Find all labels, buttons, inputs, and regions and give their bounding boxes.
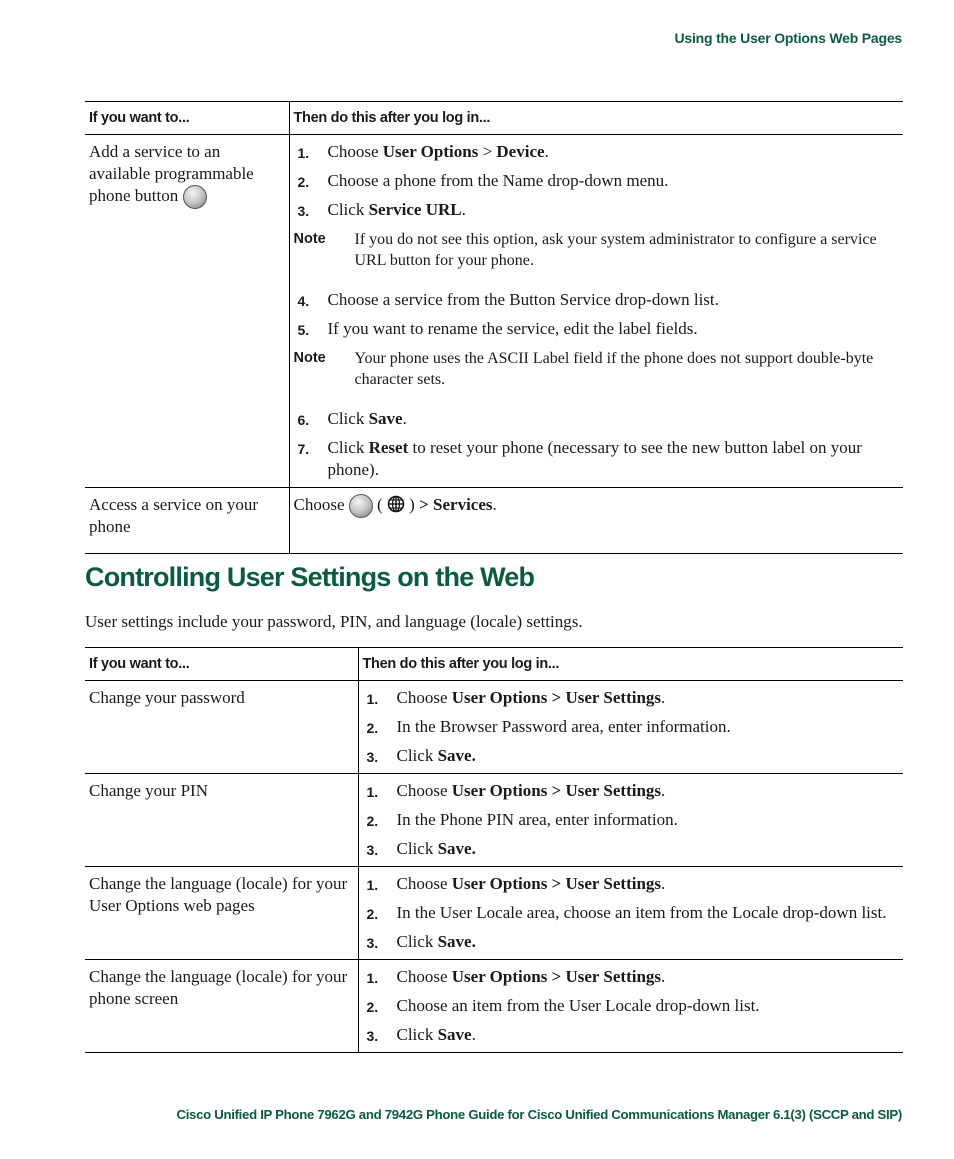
list-item: 4. Choose a service from the Button Service drop-down list. (297, 290, 719, 309)
list-item: 7. Click Reset to reset your phone (necessary to see the new button label on your phone). (297, 438, 862, 479)
task-cell: Change the language (locale) for your phone screen (85, 960, 358, 1053)
section-intro: User settings include your password, PIN, and language (locale) settings. (85, 612, 583, 631)
task-cell: Change your password (85, 681, 358, 774)
note-label: Note (293, 350, 326, 366)
list-item: 1. Choose User Options > User Settings. (366, 874, 666, 893)
list-item: 3. Click Save. (366, 932, 476, 951)
note (294, 229, 900, 271)
list-item: 1. Choose User Options > Device. (297, 142, 549, 161)
section-heading: Controlling User Settings on the Web (85, 562, 535, 592)
list-item: 3. Click Save. (366, 746, 476, 765)
list-item: 2. In the Browser Password area, enter information. (366, 717, 731, 736)
note (294, 348, 900, 390)
programmable-button-icon (183, 185, 207, 209)
task-text: Add a service to an available programmable phone button (89, 142, 254, 205)
list-item: 2. In the Phone PIN area, enter information. (366, 810, 678, 829)
list-item: 1. Choose User Options > User Settings. (366, 688, 666, 707)
steps-cell (358, 774, 903, 867)
steps-list (294, 289, 900, 340)
table-row (85, 488, 903, 554)
steps-list (363, 780, 900, 860)
table-row (85, 774, 903, 867)
steps-cell (358, 681, 903, 774)
col-header-task: If you want to... (85, 102, 289, 135)
table-row (85, 135, 903, 488)
list-item: 3. Click Save. (366, 839, 476, 858)
list-item: 2. In the User Locale area, choose an item from the Locale drop-down list. (366, 903, 887, 922)
steps-cell (358, 960, 903, 1053)
steps-list (363, 687, 900, 767)
list-item: 3. Click Save. (366, 1025, 476, 1044)
list-item: 3. Click Service URL. (297, 200, 466, 219)
list-item: 2. Choose an item from the User Locale drop-down list. (366, 996, 760, 1015)
steps-cell: Choose ( ) > Services. (289, 488, 903, 554)
steps-cell (289, 135, 903, 488)
task-cell (85, 135, 289, 488)
task-cell: Change your PIN (85, 774, 358, 867)
note-text: Your phone uses the ASCII Label field if the phone does not support double-byte character sets. (354, 350, 874, 388)
list-item: 6. Click Save. (297, 409, 407, 428)
services-table (85, 101, 903, 554)
programmable-button-icon (349, 494, 373, 518)
page-footer: Cisco Unified IP Phone 7962G and 7942G Phone Guide for Cisco Unified Communications Manager 6.1(3) (SCCP and SIP) (176, 1107, 902, 1122)
list-item: 1. Choose User Options > User Settings. (366, 967, 666, 986)
note-text: If you do not see this option, ask your system administrator to configure a service URL button for your phone. (354, 231, 877, 269)
table-row (85, 960, 903, 1053)
table-row (85, 681, 903, 774)
steps-list (363, 966, 900, 1046)
table-row (85, 867, 903, 960)
list-item: 2. Choose a phone from the Name drop-down menu. (297, 171, 669, 190)
steps-cell (358, 867, 903, 960)
col-header-task: If you want to... (85, 648, 358, 681)
steps-list (363, 873, 900, 953)
note-label: Note (293, 231, 326, 247)
col-header-steps: Then do this after you log in... (358, 648, 903, 681)
steps-list (294, 408, 900, 481)
running-header: Using the User Options Web Pages (674, 30, 902, 46)
col-header-steps: Then do this after you log in... (289, 102, 903, 135)
services-globe-icon (387, 495, 405, 513)
user-settings-table (85, 647, 903, 1053)
steps-list (294, 141, 900, 221)
list-item: 5. If you want to rename the service, edit the label fields. (297, 319, 698, 338)
list-item: 1. Choose User Options > User Settings. (366, 781, 666, 800)
task-cell: Change the language (locale) for your User Options web pages (85, 867, 358, 960)
task-cell: Access a service on your phone (85, 488, 289, 554)
